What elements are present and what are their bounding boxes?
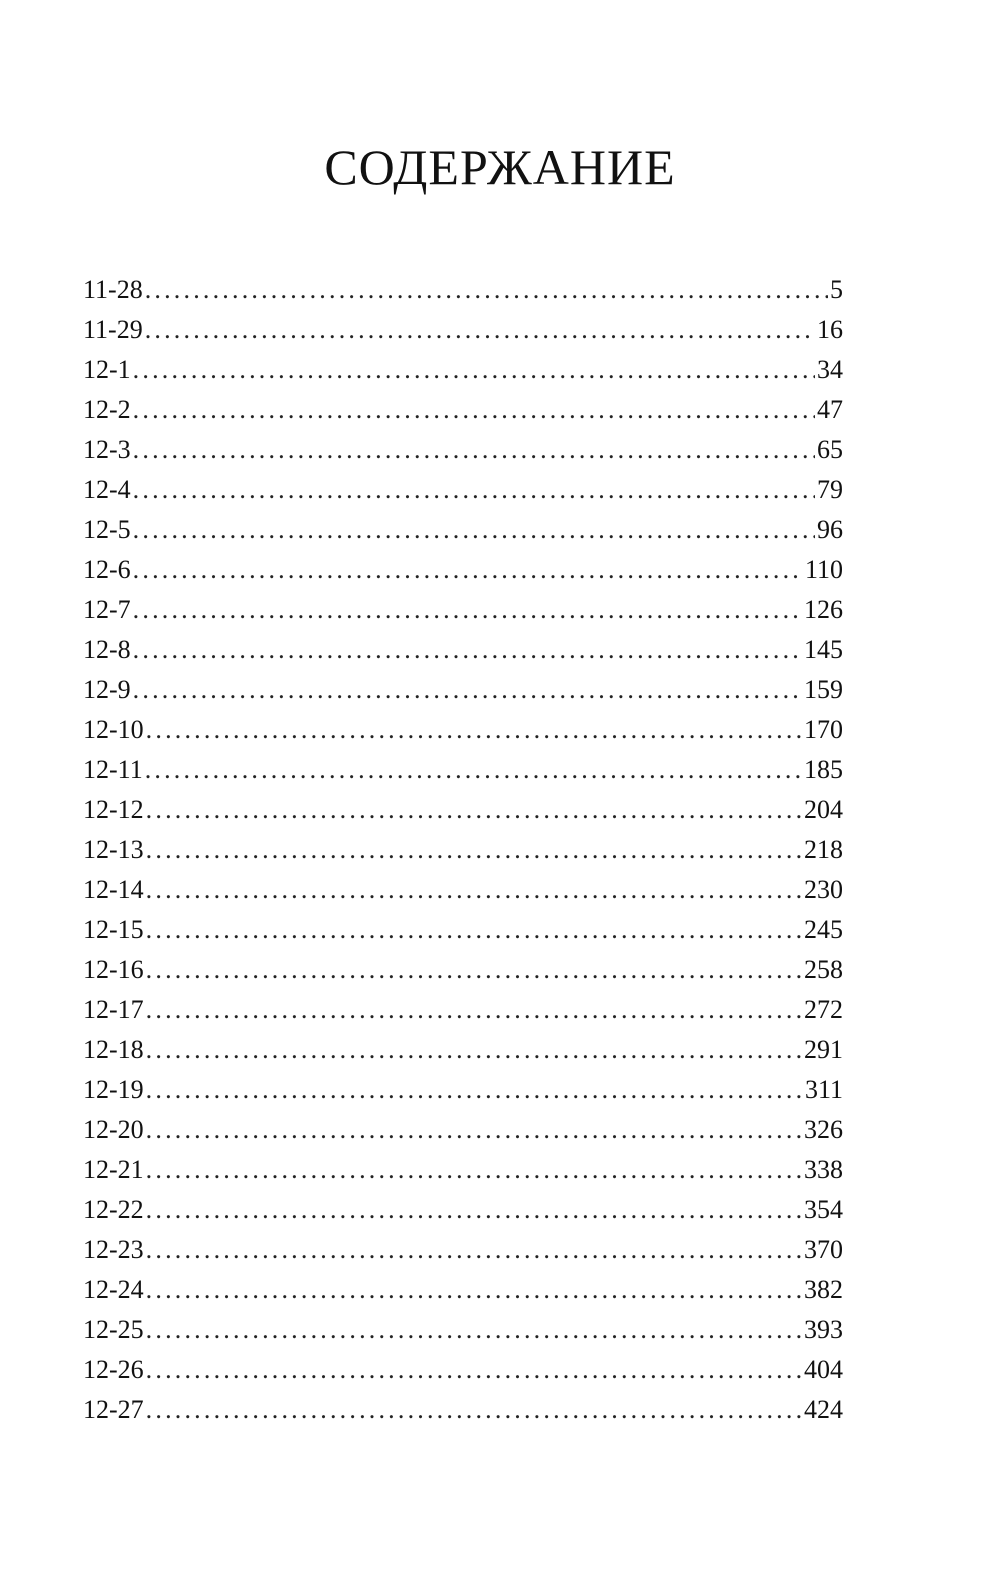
toc-leader-dots [133,670,802,710]
toc-entry-label: 12-14 [83,875,144,904]
toc-leader-dots [146,1030,802,1070]
toc-entry-page: 5 [830,275,843,304]
toc-entry-label: 11-29 [83,315,143,344]
toc-entry-page: 272 [804,995,843,1024]
toc-entry-label: 12-7 [83,595,131,624]
toc-entry-page: 338 [804,1155,843,1184]
toc-entry-label: 12-8 [83,635,131,664]
toc-entry-label: 12-10 [83,715,144,744]
toc-leader-dots [133,350,815,390]
toc-entry-page: 34 [817,355,843,384]
toc-leader-dots [146,830,802,870]
toc-entry-label: 12-9 [83,675,131,704]
toc-leader-dots [146,1350,802,1390]
toc-entry-page: 110 [804,555,843,584]
toc-entry-page: 382 [804,1275,843,1304]
toc-entry-page: 258 [804,955,843,984]
toc-entry-label: 12-3 [83,435,131,464]
toc-entry [83,430,843,470]
table-of-contents [83,270,843,1430]
toc-entry-label: 12-24 [83,1275,144,1304]
toc-entry-page: 126 [804,595,843,624]
toc-leader-dots [133,550,803,590]
toc-leader-dots [133,470,815,510]
toc-entry [83,630,843,670]
toc-entry-page: 16 [817,315,843,344]
toc-leader-dots [146,790,802,830]
toc-leader-dots [146,990,802,1030]
toc-entry-page: 370 [804,1235,843,1264]
toc-leader-dots [133,430,815,470]
toc-leader-dots [146,870,802,910]
toc-entry-page: 79 [817,475,843,504]
toc-entry [83,710,843,750]
toc-entry-label: 12-13 [83,835,144,864]
toc-entry-label: 12-11 [83,755,143,784]
toc-entry-label: 12-20 [83,1115,144,1144]
toc-entry-page: 326 [804,1115,843,1144]
toc-entry [83,390,843,430]
toc-entry [83,1190,843,1230]
toc-leader-dots [146,1390,802,1430]
toc-leader-dots [133,590,802,630]
toc-leader-dots [146,1270,802,1310]
toc-leader-dots [146,950,802,990]
toc-entry [83,750,843,790]
toc-entry-page: 424 [804,1395,843,1424]
toc-entry-label: 12-27 [83,1395,144,1424]
toc-entry-label: 12-17 [83,995,144,1024]
toc-entry-label: 12-23 [83,1235,144,1264]
toc-entry-label: 12-22 [83,1195,144,1224]
toc-leader-dots [133,390,815,430]
toc-entry [83,1390,843,1430]
toc-leader-dots [145,750,802,790]
toc-entry-label: 12-25 [83,1315,144,1344]
toc-entry-page: 291 [804,1035,843,1064]
toc-entry [83,1310,843,1350]
toc-entry [83,470,843,510]
toc-leader-dots [133,630,802,670]
toc-leader-dots [146,1190,802,1230]
toc-leader-dots [146,1310,802,1350]
toc-entry [83,910,843,950]
toc-leader-dots [146,1230,802,1270]
toc-entry [83,270,843,310]
page-title: СОДЕРЖАНИЕ [324,139,676,195]
toc-entry-page: 393 [804,1315,843,1344]
toc-entry [83,670,843,710]
toc-leader-dots [146,1150,802,1190]
toc-entry-label: 11-28 [83,275,143,304]
toc-entry [83,1230,843,1270]
toc-entry [83,1110,843,1150]
toc-entry [83,990,843,1030]
toc-entry [83,830,843,870]
toc-entry-page: 245 [804,915,843,944]
toc-entry-page: 311 [804,1075,843,1104]
toc-leader-dots [145,310,815,350]
toc-entry [83,1270,843,1310]
toc-entry-label: 12-21 [83,1155,144,1184]
toc-entry [83,1350,843,1390]
toc-leader-dots [146,1070,803,1110]
toc-entry [83,1030,843,1070]
toc-entry [83,950,843,990]
toc-entry-page: 204 [804,795,843,824]
toc-entry-label: 12-2 [83,395,131,424]
toc-entry-page: 159 [804,675,843,704]
toc-entry-page: 96 [817,515,843,544]
toc-leader-dots [145,270,828,310]
toc-entry [83,1150,843,1190]
toc-entry [83,870,843,910]
toc-entry-page: 145 [804,635,843,664]
toc-entry [83,310,843,350]
toc-entry-page: 230 [804,875,843,904]
toc-entry-label: 12-16 [83,955,144,984]
toc-entry-label: 12-4 [83,475,131,504]
toc-entry [83,550,843,590]
toc-leader-dots [133,510,815,550]
toc-entry-label: 12-6 [83,555,131,584]
toc-entry-page: 47 [817,395,843,424]
toc-entry [83,350,843,390]
toc-entry-label: 12-12 [83,795,144,824]
toc-entry [83,790,843,830]
toc-entry-label: 12-26 [83,1355,144,1384]
toc-entry [83,1070,843,1110]
toc-entry-label: 12-15 [83,915,144,944]
toc-leader-dots [146,1110,802,1150]
toc-entry-page: 65 [817,435,843,464]
toc-entry-page: 404 [804,1355,843,1384]
toc-leader-dots [146,710,802,750]
toc-entry-label: 12-18 [83,1035,144,1064]
toc-entry-label: 12-1 [83,355,131,384]
toc-entry-page: 218 [804,835,843,864]
toc-leader-dots [146,910,802,950]
toc-entry-label: 12-19 [83,1075,144,1104]
toc-entry-page: 170 [804,715,843,744]
toc-entry [83,590,843,630]
toc-entry-page: 354 [804,1195,843,1224]
toc-entry [83,510,843,550]
toc-entry-page: 185 [804,755,843,784]
toc-entry-label: 12-5 [83,515,131,544]
